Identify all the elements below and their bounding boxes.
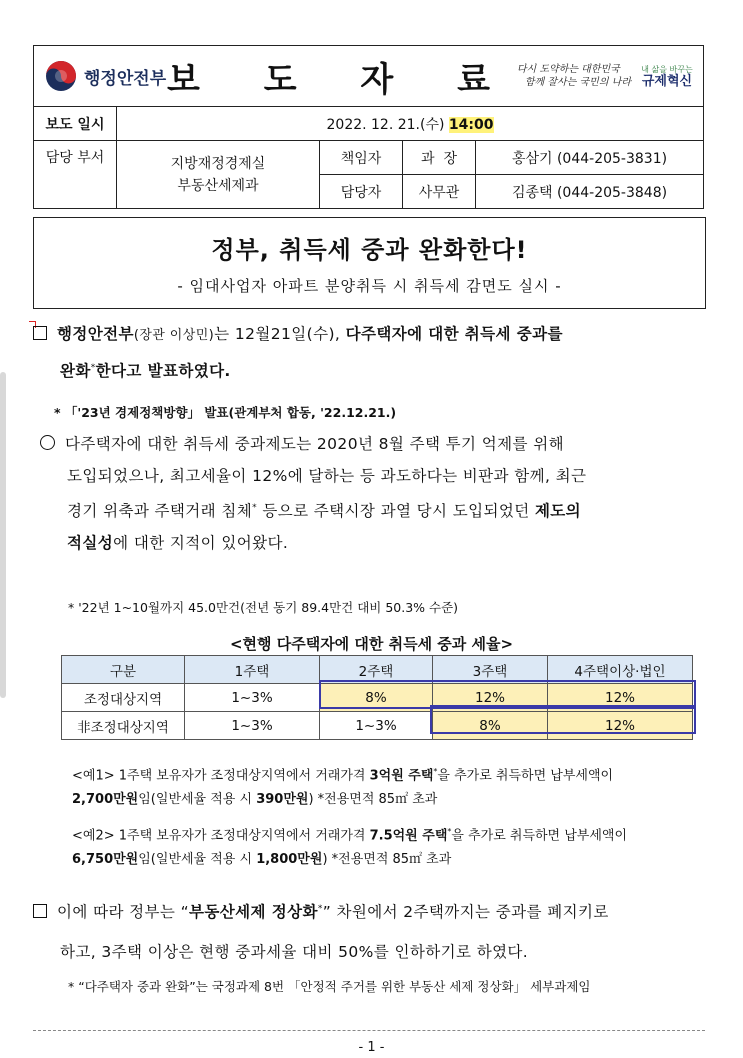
resp-label: 책임자 bbox=[320, 141, 403, 175]
taegeuk-icon bbox=[44, 59, 78, 93]
page-divider bbox=[33, 1030, 705, 1031]
table-header-cell: 2주택 bbox=[320, 656, 433, 684]
table-cell: 1~3% bbox=[185, 684, 320, 712]
release-date: 2022. 12. 21.(수) bbox=[326, 116, 445, 133]
header-table bbox=[33, 45, 704, 209]
table-row bbox=[62, 684, 693, 712]
paragraph-2: 다주택자에 대한 취득세 중과제도는 2020년 8월 주택 투기 억제를 위해 도입되었으나, 최고세율이 12%에 달하는 등 과도하다는 비판과 함께, 최근 경기 위축과 주택거래 침체* 등으로 주택시장 과열 당시 도입되었던 제도의 적실성에 대한 지적이 있어왔다. bbox=[40, 428, 710, 559]
paragraph-3: 이에 따라 정부는 “부동산세제 정상화*” 차원에서 2주택까지는 중과를 폐지키로 하고, 3주택 이상은 현행 중과세율 대비 50%를 인하하기로 하였다. bbox=[33, 889, 713, 972]
table-cell: 12% bbox=[433, 684, 548, 712]
table-cell: 1~3% bbox=[185, 712, 320, 740]
dept-name: 지방재정경제실 부동산세제과 bbox=[117, 141, 320, 209]
tax-table-title: <현행 다주택자에 대한 취득세 중과 세율> bbox=[229, 635, 514, 653]
footnote-1: * 「'23년 경제정책방향」 발표(관계부처 합동, '22.12.21.) bbox=[54, 405, 397, 420]
staff-contact: 김종택 (044-205-3848) bbox=[476, 175, 704, 209]
table-header-cell: 3주택 bbox=[433, 656, 548, 684]
example-2: <예2> 1주택 보유자가 조정대상지역에서 거래가격 7.5억원 주택*을 추가로 취득하면 납부세액이 6,750만원임(일반세율 적용 시 1,800만원) *전용면적 85㎡ 초과 bbox=[72, 827, 628, 868]
release-label: 보도 일시 bbox=[34, 107, 117, 141]
table-header-cell: 구분 bbox=[62, 656, 185, 684]
headline-box bbox=[33, 217, 706, 309]
release-datetime bbox=[117, 107, 704, 141]
release-time: 14:00 bbox=[448, 116, 494, 133]
footnote-3: * “다주택자 중과 완화”는 국정과제 8번 「안정적 주거를 위한 부동산 세제 정상화」 세부과제임 bbox=[68, 979, 591, 994]
paragraph-1: 행정안전부(장관 이상민)는 12월21일(수), 다주택자에 대한 취득세 중과를 완화*한다고 발표하였다. bbox=[33, 318, 713, 387]
table-cell: 8% bbox=[320, 684, 433, 712]
ministry-name: 행정안전부 bbox=[84, 68, 167, 89]
table-row bbox=[62, 712, 693, 740]
ministry-logo bbox=[44, 59, 166, 93]
square-bullet-icon bbox=[33, 904, 47, 918]
circle-bullet-icon bbox=[40, 435, 55, 450]
square-bullet-icon bbox=[33, 326, 47, 340]
footnote-2: * '22년 1~10월까지 45.0만건(전년 동기 89.4만건 대비 50.3% 수준) bbox=[68, 600, 459, 615]
dept-label: 담당 부서 bbox=[34, 141, 117, 209]
table-cell: 12% bbox=[548, 684, 693, 712]
slogan-text: 다시 도약하는 대한민국 함께 잘사는 국민의 나라 bbox=[516, 64, 631, 88]
table-header-row bbox=[62, 656, 693, 684]
table-cell: 조정대상지역 bbox=[62, 684, 185, 712]
doc-type-title: 보 도 자 료 bbox=[167, 59, 516, 100]
resp-title: 과 장 bbox=[403, 141, 476, 175]
staff-title: 사무관 bbox=[403, 175, 476, 209]
regulation-badge: 내 삶을 바꾸는 규제혁신 bbox=[641, 65, 693, 89]
table-cell: 12% bbox=[548, 712, 693, 740]
headline-title: 정부, 취득세 중과 완화한다! bbox=[211, 236, 528, 264]
table-header-cell: 1주택 bbox=[185, 656, 320, 684]
page-number: - 1 - bbox=[358, 1040, 385, 1055]
staff-label: 담당자 bbox=[320, 175, 403, 209]
headline-subtitle: - 임대사업자 아파트 분양취득 시 취득세 감면도 실시 - bbox=[177, 277, 562, 295]
table-cell: 1~3% bbox=[320, 712, 433, 740]
table-header-cell: 4주택이상·법인 bbox=[548, 656, 693, 684]
resp-contact: 홍삼기 (044-205-3831) bbox=[476, 141, 704, 175]
table-cell: 8% bbox=[433, 712, 548, 740]
slogan-area bbox=[517, 63, 693, 89]
tax-rate-table bbox=[61, 655, 693, 740]
example-1: <예1> 1주택 보유자가 조정대상지역에서 거래가격 3억원 주택*을 추가로 취득하면 납부세액이 2,700만원임(일반세율 적용 시 390만원) *전용면적 85㎡ 초과 bbox=[72, 767, 614, 808]
table-cell: 非조정대상지역 bbox=[62, 712, 185, 740]
header-banner bbox=[34, 46, 704, 107]
